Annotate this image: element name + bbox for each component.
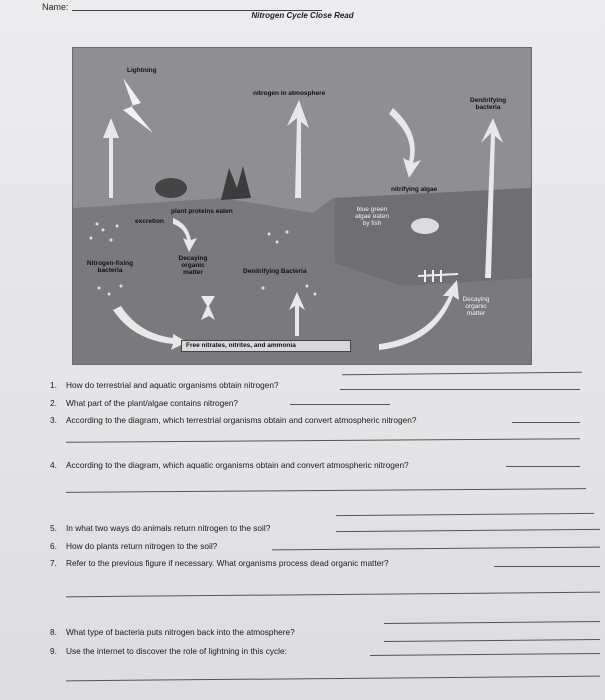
question-7-number: 7. bbox=[50, 558, 57, 568]
answer-line-9b[interactable] bbox=[66, 676, 600, 682]
answer-line-3a[interactable] bbox=[512, 422, 580, 423]
question-3 bbox=[50, 415, 417, 425]
question-8-text: What type of bacteria puts nitrogen back into the atmosphere? bbox=[66, 627, 295, 637]
question-8-number: 8. bbox=[50, 627, 57, 637]
plant-icon bbox=[221, 166, 251, 200]
answer-line-2[interactable] bbox=[290, 404, 390, 405]
question-4-number: 4. bbox=[50, 460, 57, 470]
label-decaying-right-line2: organic bbox=[465, 303, 487, 310]
worksheet-title: Nitrogen Cycle Close Read bbox=[251, 11, 354, 20]
label-nitrogen-fixing-line1: Nitrogen-fixing bbox=[86, 260, 134, 267]
question-4 bbox=[50, 460, 409, 470]
label-decaying-line2: organic bbox=[181, 262, 205, 269]
question-2-text: What part of the plant/algae contains nitrogen? bbox=[66, 398, 239, 408]
answer-line-7a[interactable] bbox=[494, 566, 600, 567]
animal-icon bbox=[155, 178, 187, 198]
label-decaying-right bbox=[451, 296, 501, 317]
arrow-atmosphere-up bbox=[287, 100, 309, 198]
label-nitrogen-atmosphere: nitrogen in atmosphere bbox=[253, 90, 326, 97]
label-plant-proteins: plant proteins eaten bbox=[171, 208, 233, 215]
answer-line-3b[interactable] bbox=[66, 438, 580, 443]
question-1-text: How do terrestrial and aquatic organisms obtain nitrogen? bbox=[66, 380, 279, 390]
question-9-number: 9. bbox=[50, 646, 57, 656]
answer-line-8a[interactable] bbox=[384, 621, 600, 624]
label-decaying-line3: matter bbox=[183, 269, 203, 276]
label-denitrifying-bacteria bbox=[457, 97, 519, 111]
question-5 bbox=[50, 523, 270, 533]
answer-line-1b[interactable] bbox=[342, 372, 582, 376]
label-denitrifying-line1: Denitrifying bbox=[469, 97, 507, 104]
question-2 bbox=[50, 398, 238, 408]
question-8 bbox=[50, 627, 295, 637]
label-excretion: excretion bbox=[135, 218, 164, 225]
question-6 bbox=[50, 541, 217, 551]
question-1 bbox=[50, 380, 279, 390]
label-nitrogen-fixing-bacteria bbox=[79, 260, 141, 274]
question-6-number: 6. bbox=[50, 541, 57, 551]
label-denitrifying-bacteria-mid: Denitrifying Bacteria bbox=[243, 268, 307, 275]
label-blue-green-line2: algae eaten bbox=[355, 213, 389, 220]
label-free-nitrates: Free nitrates, nitrites, and ammonia bbox=[186, 342, 296, 349]
question-4-text: According to the diagram, which aquatic organisms obtain and convert atmospheric nitrogen? bbox=[66, 460, 409, 470]
label-decaying-organic-matter bbox=[171, 255, 215, 276]
answer-line-6[interactable] bbox=[272, 547, 600, 551]
label-blue-green-algae bbox=[347, 206, 397, 227]
label-nitrogen-fixing-line2: bacteria bbox=[97, 267, 123, 274]
label-blue-green-line1: blue green bbox=[356, 206, 388, 213]
nitrogen-cycle-diagram bbox=[72, 47, 532, 365]
question-7-text: Refer to the previous figure if necessary. What organisms process dead organic matter? bbox=[66, 558, 389, 568]
label-lightning: Lightning bbox=[127, 67, 157, 74]
question-1-number: 1. bbox=[50, 380, 57, 390]
question-9-text: Use the internet to discover the role of lightning in this cycle: bbox=[66, 646, 287, 656]
label-decaying-line1: Decaying bbox=[178, 255, 208, 262]
label-decaying-right-line1: Decaying bbox=[462, 296, 490, 303]
question-5-text: In what two ways do animals return nitrogen to the soil? bbox=[66, 523, 271, 533]
answer-line-1a[interactable] bbox=[340, 389, 580, 390]
free-nitrates-box bbox=[181, 340, 351, 352]
fish-icon bbox=[411, 218, 439, 234]
question-6-text: How do plants return nitrogen to the soil? bbox=[66, 541, 218, 551]
label-denitrifying-line2: bacteria bbox=[475, 104, 501, 111]
label-nitrifying-algae: nitrifying algae bbox=[391, 186, 438, 193]
arrow-lightning-down bbox=[103, 118, 119, 198]
answer-line-5b[interactable] bbox=[336, 529, 600, 532]
question-2-number: 2. bbox=[50, 398, 57, 408]
label-decaying-right-line3: matter bbox=[466, 310, 486, 317]
answer-line-5a[interactable] bbox=[336, 513, 594, 516]
question-5-number: 5. bbox=[50, 523, 57, 533]
answer-line-9a[interactable] bbox=[370, 653, 600, 656]
lightning-bolt-icon bbox=[123, 78, 153, 133]
name-label: Name: bbox=[42, 2, 69, 12]
answer-line-7b[interactable] bbox=[66, 592, 600, 598]
question-9 bbox=[50, 646, 287, 656]
question-3-number: 3. bbox=[50, 415, 57, 425]
arrow-atmosphere-to-algae bbox=[389, 108, 421, 178]
label-blue-green-line3: by fish bbox=[362, 220, 382, 227]
question-3-text: According to the diagram, which terrestrial organisms obtain and convert atmospheric nitrogen? bbox=[66, 415, 417, 425]
answer-line-4a[interactable] bbox=[506, 466, 580, 467]
question-7 bbox=[50, 558, 389, 568]
answer-line-4b[interactable] bbox=[66, 488, 586, 493]
answer-line-8b[interactable] bbox=[384, 639, 600, 642]
